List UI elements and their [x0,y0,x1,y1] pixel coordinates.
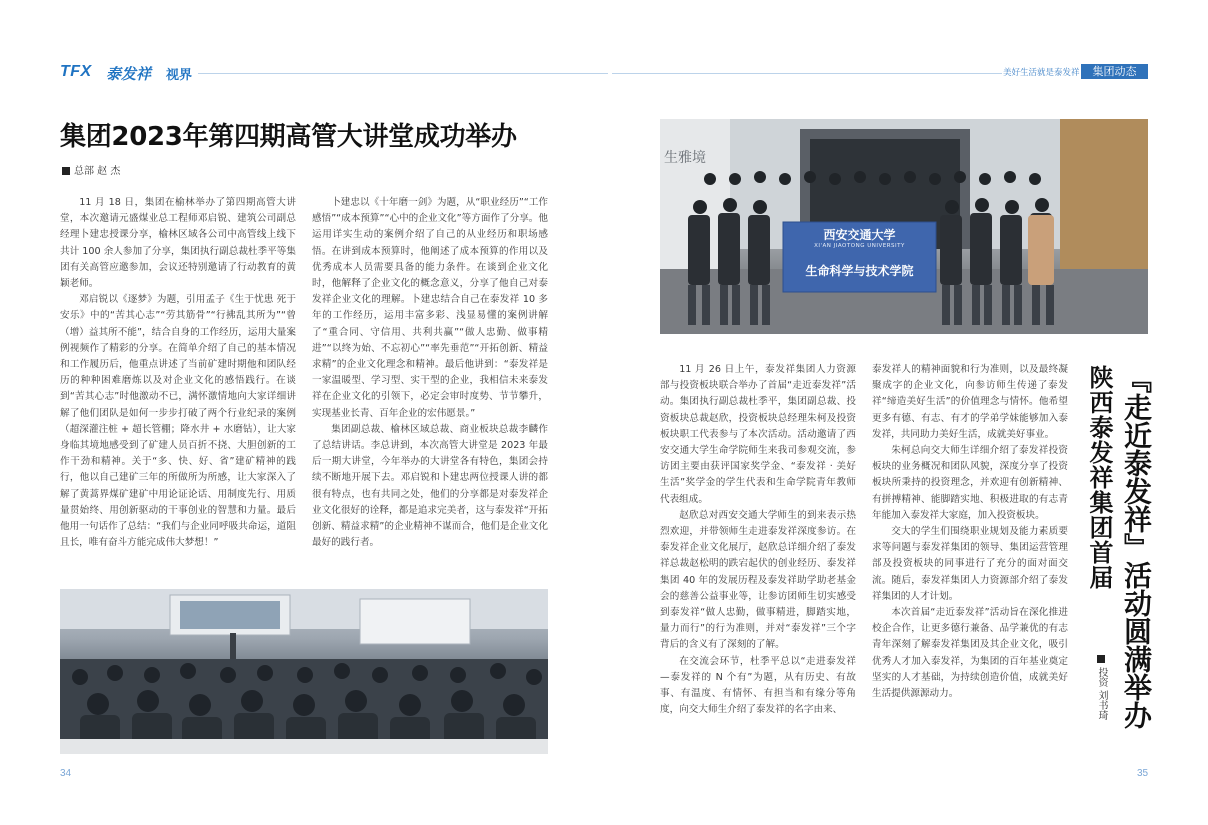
lecture-hall-illustration [60,589,548,754]
wall-text: 生雅境 [664,150,706,166]
right-title-line-2: 陕西泰发祥集团首届 [1085,365,1113,590]
paragraph: 11 月 18 日，集团在榆林举办了第四期高管大讲堂，本次邀请元盛煤业总工程师邓启锐、建筑公司副总经理卜建忠授课分享，榆林区域各公司中高管线上线下共计 100 余人参加了分享，集团执行副总裁杜季平等集团有关高管应邀参加，会议还特别邀请了行动教育的黄颖老师。 [60,197,296,290]
left-article-byline [62,162,120,177]
header-rule-left [198,73,608,74]
right-byline-text: 投资 刘书琦 [1096,667,1107,721]
header-rule-right [612,73,1002,74]
paragraph: 交大的学生们围绕职业规划及能力素质要求等问题与泰发祥集团的领导、集团运营管理部及投资板块的同事进行了充分的面对面交流。随后，泰发祥集团人力资源部介绍了泰发祥集团的人才计划。 [872,526,1068,602]
paragraph: 11 月 26 日上午，泰发祥集团人力资源部与投资板块联合举办了首届“走近泰发祥”活动。集团执行副总裁杜季平，集团副总裁、投资板块总裁赵欣，投资板块总经理朱柯及投资板块职工代表参与了本次活动。活动邀请了西安交通大学生命学院师生来我司参观交流，参访团主要由获评国家奖学金、“泰发祥 · 美好生活”奖学金的学生代表和生命学院青年教师代表组成。 [660,364,856,505]
byline-square-icon [62,167,70,175]
banner-university-name: 西安交通大学 [823,228,896,242]
paragraph: 赵欣总对西安交通大学师生的到来表示热烈欢迎，并带领师生走进泰发祥深度参访。在泰发祥企业文化展厅，赵欣总详细介绍了泰发祥总裁赵松明的跌宕起伏的创业经历、泰发祥集团 40 年的发展历程及泰发祥助学助老基金会的慈善公益事业等，让参访团师生切实感受到泰发祥“做人忠勤，做事精进，脚踏实地，量力而行”的行为准则，并对“泰发祥”三个字背后的含义有了深刻的了解。 [660,509,856,651]
section-tag: 集团动态 [1081,64,1148,79]
right-article-title [1080,365,1153,745]
paragraph: 本次首届“走近泰发祥”活动旨在深化推进校企合作，让更多德行兼备、品学兼优的有志青年深刻了解泰发祥集团及其企业文化，吸引优秀人才加入泰发祥，为集团的百年基业奠定坚实的人才基础，为持续创造价值，成就美好生活提供源源动力。 [872,607,1068,700]
banner-university-english: XI'AN JIAOTONG UNIVERSITY [814,243,905,249]
left-byline-text: 总部 赵 杰 [74,166,121,177]
lecture-hall-photo [60,589,548,754]
byline-square-icon [1097,655,1105,663]
header-slogan: 美好生活就是泰发祥 [1003,68,1080,78]
paragraph: 集团副总裁、榆林区域总裁、商业板块总裁李麟作了总结讲话。李总讲到，本次高管大讲堂是 2023 年最后一期大讲堂，今年举办的大讲堂各有特色，集团会持续不断地开展下去。邓启锐和卜建忠两位授课人讲的都很有特点，也有共同之处，他们的分享都是对泰发祥企业文化很好的诠释，都是追求完美者，这与泰发祥“开拓创新、精益求精”的企业精神不谋而合，他们是企业文化最好的践行者。 [312,423,548,549]
right-article-column-2 [872,362,1068,757]
left-article-title: 集团2023年第四期高管大讲堂成功举办 [60,122,517,152]
left-article-column-2 [312,195,548,587]
page-number-right: 35 [1137,768,1149,779]
logo-name: 泰发祥 [106,65,152,83]
paragraph: 朱柯总向交大师生详细介绍了泰发祥投资板块的业务概况和团队风貌，深度分享了投资板块所秉持的投资理念，并欢迎有创新精神、有拼搏精神、能脚踏实地、积极进取的有志青年能加入泰发祥大家庭，加入投资板块。 [872,445,1068,521]
paragraph: 泰发祥人的精神面貌和行为准则，以及最终凝聚成字的企业文化，向参访师生传递了泰发祥“缔造美好生活”的价值理念与情怀。他希望更多有德、有志、有才的学弟学妹能够加入泰发祥，共同助力美好生活，成就美好事业。 [872,364,1068,440]
paragraph: 在交流会环节，杜季平总以“走进泰发祥—泰发祥的 N 个有”为题，从有历史、有故事、有温度、有情怀、有担当和有缘分等角度，向交大师生介绍了泰发祥的名字由来、 [660,655,856,716]
paragraph: 卜建忠以《十年磨一剑》为题，从“职业经历”“工作感悟”“成本预算”“心中的企业文化”等方面作了分享。他运用详实生动的案例介绍了自己的从业经历和职场感悟。在讲到成本预算时，他阐述了成本预算的作用以及优秀成本人员需要具备的能力条件。在谈到企业文化时，他解释了企业文化的概念意义，分享了他自己对泰发祥企业文化的理解。卜建忠结合自己在泰发祥 10 多年的工作经历，运用丰富多彩、浅显易懂的案例讲解了“重合同、守信用、共利共赢”“做人忠勤、做事精进”“以终为始、不忘初心”“率先垂范”“开拓创新、精益求精”的企业文化理念和精神。最后他讲到：“泰发祥是一家温暖型、学习型、实干型的企业，我相信未来泰发祥在企业文化的引领下，必定会审时度势、节节攀升，实现基业长青、百年企业的宏伟愿景。” [312,197,548,419]
banner-college-name: 生命科学与技术学院 [805,264,914,278]
logo-tfx: TFX [60,63,92,80]
right-title-line-1: 『走近泰发祥』活动圆满举办 [1120,365,1153,729]
logo-view: 视界 [166,68,193,83]
page-number-left: 34 [60,768,72,779]
right-article-column-1 [660,362,856,757]
left-article-column-1 [60,195,296,587]
right-article-byline [1094,655,1109,720]
paragraph: 邓启锐以《逐梦》为题，引用孟子《生于忧患 死于安乐》中的“苦其心志”“劳其筋骨”“行拂乱其所为”“曾（增）益其所不能”，结合自身的工作经历，运用大量案例视频作了精彩的分享。在简单介绍了自己的基本情况和工作履历后，他重点讲述了当前矿建时期他和团队经历的种种困难磨炼以及对企业文化的感悟践行。在谈到“苦其心志”时他激动不已，满怀激情地向大家详细讲解了他们团队是如何一步步打破了两个行业纪录的案例（超深灌注桩 + 超长管棚；降水井 + 水磨钻），让大家身临其境地感受到了矿建人员百折不挠、大胆创新的工作干劲和精神。关于“多、快、好、省”建矿精神的践行，他以自己建矿三年的所做所为所感，让大家深入了解了黄蒿界煤矿建矿中用论证论话、用制度先行、用质量贯始终、用创新驱动的干事创业的智慧和力量。最后他用一句话作了总结：“我们与企业同呼吸共命运，道阻且长，唯有奋斗方能完成伟大梦想！” [60,294,296,549]
group-photo [660,119,1148,334]
